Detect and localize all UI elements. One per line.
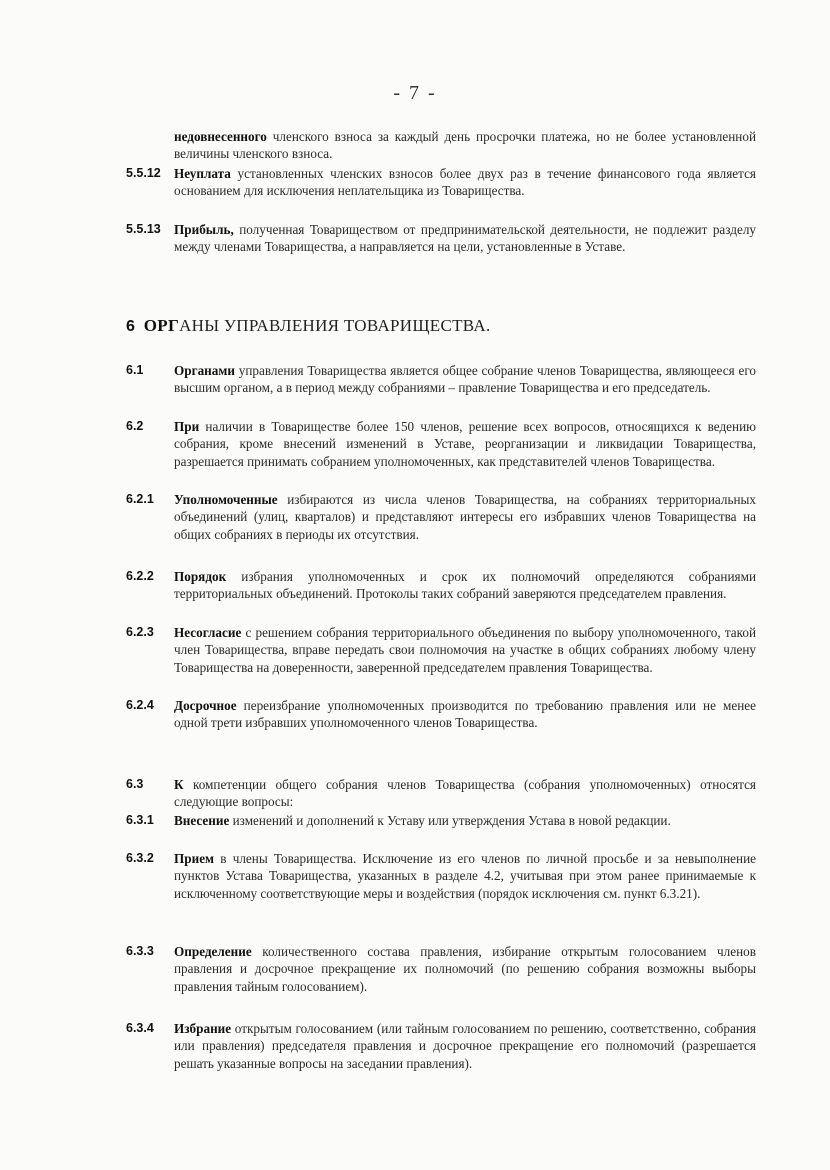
clause-6-2-2 bbox=[126, 568, 756, 603]
page-number: - 7 - bbox=[393, 82, 437, 104]
paragraph-text: членского взноса за каждый день просрочки платежа, но не более установленной величины членского взноса. bbox=[174, 129, 756, 162]
clause-number: 6.2.1 bbox=[126, 492, 154, 506]
clause-text: компетенции общего собрания членов Товарищества (собрания уполномоченных) относятся следующие вопросы: bbox=[174, 777, 756, 810]
clause-lead: Уполномоченные bbox=[174, 492, 278, 507]
section-title-rest: АНЫ УПРАВЛЕНИЯ ТОВАРИЩЕСТВА. bbox=[179, 316, 491, 335]
clause-lead: К bbox=[174, 777, 184, 792]
clause-number: 6.3.3 bbox=[126, 944, 154, 958]
clause-lead: Органами bbox=[174, 363, 235, 378]
clause-6-3-3 bbox=[126, 943, 756, 995]
clause-text: избрания уполномоченных и срок их полномочий определяются собраниями территориальных объединений. Протоколы таких собраний заверяются председателем правления. bbox=[174, 569, 756, 602]
clause-number: 6.3.4 bbox=[126, 1021, 154, 1035]
clause-number: 6.3.2 bbox=[126, 851, 154, 865]
clause-6-3-2 bbox=[126, 850, 756, 902]
clause-6-2 bbox=[126, 418, 756, 470]
clause-text: в члены Товарищества. Исключение из его членов по личной просьбе и за невыполнение пунктов Устава Товарищества, указанных в разделе 4.2, учитывая при этом ранее принимаемые к исключенному соответствующие меры и воздействия (порядок исключения см. пункт 6.3.21). bbox=[174, 851, 756, 901]
clause-5-5-12 bbox=[126, 165, 756, 200]
clause-text: открытым голосованием (или тайным голосованием по решению, соответственно, собрания или правления) председателя правления и досрочное прекращение его полномочий (разрешается решать указанные вопросы на заседании правления). bbox=[174, 1021, 756, 1071]
clause-number: 6.2.2 bbox=[126, 569, 154, 583]
clause-5-5-13 bbox=[126, 221, 756, 256]
clause-text: переизбрание уполномоченных производится по требованию правления или не менее одной трети избравших уполномоченного членов Товарищества. bbox=[174, 698, 756, 731]
clause-6-2-4 bbox=[126, 697, 756, 732]
clause-lead: Избрание bbox=[174, 1021, 232, 1036]
section-title-start: ОРГ bbox=[143, 316, 180, 335]
clause-number: 6.1 bbox=[126, 363, 144, 377]
clause-number: 5.5.12 bbox=[126, 166, 161, 180]
clause-6-2-3 bbox=[126, 624, 756, 676]
clause-number: 5.5.13 bbox=[126, 222, 161, 236]
clause-lead: Внесение bbox=[174, 813, 230, 828]
clause-lead: Прибыль, bbox=[174, 222, 234, 237]
clause-text: установленных членских взносов более двух раз в течение финансового года является основанием для исключения неплательщика из Товарищества. bbox=[174, 166, 756, 199]
clause-number: 6.2.4 bbox=[126, 698, 154, 712]
clause-lead: Досрочное bbox=[174, 698, 237, 713]
clause-text: изменений и дополнений к Уставу или утверждения Устава в новой редакции. bbox=[229, 813, 671, 828]
clause-text: с решением собрания территориального объединения по выбору уполномоченного, такой член Товарищества, вправе передать свои полномочия на участке в общих собраниях любому члену Товарищества на доверенности, заверенной председателем правления Товарищества. bbox=[174, 625, 756, 675]
paragraph-continuation bbox=[126, 128, 756, 163]
clause-lead: Определение bbox=[174, 944, 252, 959]
clause-6-3-1 bbox=[126, 812, 756, 829]
clause-lead: Неуплата bbox=[174, 166, 231, 181]
clause-6-3-4 bbox=[126, 1020, 756, 1072]
clause-text: полученная Товариществом от предпринимательской деятельности, не подлежит разделу между членами Товарищества, а направляется на цели, установленные в Уставе. bbox=[174, 222, 756, 255]
clause-number: 6.2.3 bbox=[126, 625, 154, 639]
clause-lead: При bbox=[174, 419, 200, 434]
clause-6-2-1 bbox=[126, 491, 756, 543]
clause-lead: Прием bbox=[174, 851, 215, 866]
clause-6-1 bbox=[126, 362, 756, 397]
clause-number: 6.3.1 bbox=[126, 813, 154, 827]
paragraph-lead: недовнесенного bbox=[174, 129, 267, 144]
clause-number: 6.3 bbox=[126, 777, 144, 791]
clause-lead: Порядок bbox=[174, 569, 227, 584]
section-heading bbox=[126, 316, 766, 336]
clause-6-3 bbox=[126, 776, 756, 811]
clause-text: избираются из числа членов Товарищества, на собраниях территориальных объединений (улиц, кварталов) и представляют интересы его избравших членов Товарищества на общих собраниях в периоды их отсутствия. bbox=[174, 492, 756, 542]
clause-text: количественного состава правления, избирание открытым голосованием членов правления и досрочное прекращение их полномочий (по решению собрания возможны выборы правления тайным голосованием). bbox=[174, 944, 756, 994]
clause-text: управления Товарищества является общее собрание членов Товарищества, являющееся его высшим органом, а в период между собраниями – правление Товарищества и его председатель. bbox=[174, 363, 756, 396]
clause-lead: Несогласие bbox=[174, 625, 242, 640]
clause-number: 6.2 bbox=[126, 419, 144, 433]
clause-text: наличии в Товариществе более 150 членов, решение всех вопросов, относящихся к ведению собрания, кроме внесений изменений в Уставе, реорганизации и ликвидации Товарищества, разрешается принимать собранием уполномоченных, как представителей членов Товарищества. bbox=[174, 419, 756, 469]
section-number: 6 bbox=[126, 318, 136, 335]
